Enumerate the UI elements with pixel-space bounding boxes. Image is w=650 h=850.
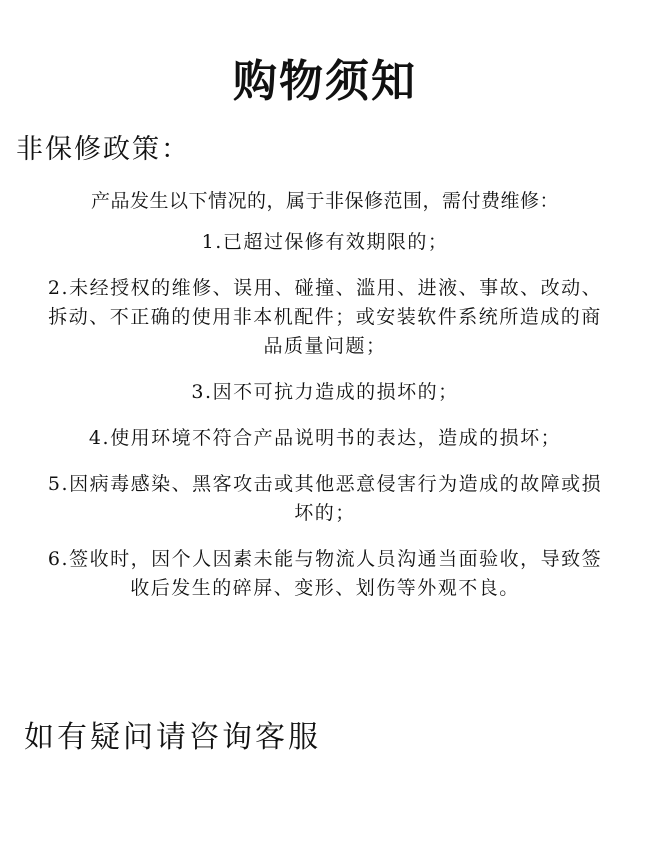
item-number: 6. [47, 548, 70, 570]
item-text: 因病毒感染、黑客攻击或其他恶意侵害行为造成的故障或损坏的； [69, 473, 603, 524]
list-item [40, 424, 610, 453]
list-item [40, 545, 610, 603]
item-number: 4. [88, 427, 111, 449]
item-number: 5. [47, 473, 70, 495]
page-title: 购物须知 [233, 56, 417, 107]
intro-text: 产品发生以下情况的，属于非保修范围，需付费维修： [90, 190, 559, 212]
contact-note: 如有疑问请咨询客服 [24, 720, 321, 755]
list-item [40, 274, 610, 361]
item-number: 1. [201, 231, 223, 253]
item-number: 3. [191, 381, 213, 403]
list-item [40, 228, 610, 257]
item-text: 签收时，因个人因素未能与物流人员沟通当面验收，导致签收后发生的碎屏、变形、划伤等外观不良。 [69, 548, 603, 599]
item-text: 使用环境不符合产品说明书的表达，造成的损坏； [110, 427, 562, 449]
list-item [40, 378, 610, 407]
item-text: 因不可抗力造成的损坏的； [212, 381, 459, 403]
list-item [40, 470, 610, 528]
exclusion-list [40, 228, 610, 620]
section-heading: 非保修政策： [16, 134, 190, 165]
item-text: 已超过保修有效期限的； [222, 231, 449, 253]
item-text: 未经授权的维修、误用、碰撞、滥用、进液、事故、改动、拆动、不正确的使用非本机配件；或安装软件系统所造成的商品质量问题； [48, 277, 603, 357]
item-number: 2. [47, 277, 70, 299]
